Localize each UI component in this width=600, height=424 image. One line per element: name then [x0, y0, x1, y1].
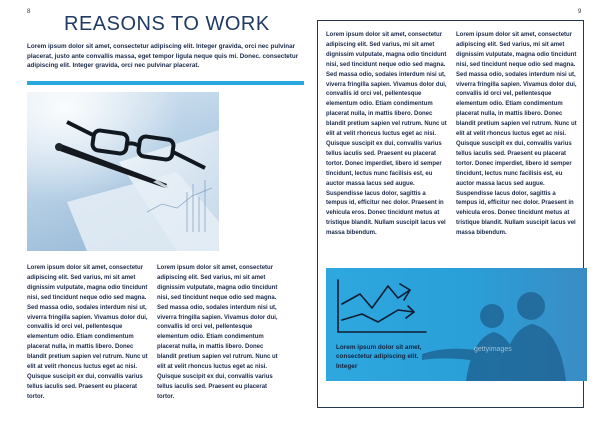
- body-column-left-1: Lorem ipsum dolor sit amet, consectetur adipiscing elit. Sed varius, mi sit amet dignissim vulputate, magna odio tincidunt nisi, sed tincidunt neque odio sed magna. Sed massa odio, sodales interdum nisi ut, viverra fringilla sapien. Vivamus dolor dui, convallis id orci vel, pellentesque elementum odio. Etiam condimentum placerat nulla, in mattis libero. Donec blandit pretium sapien vel rutrum. Nunc ut elit at velit rhoncus luctus eget ac nisi. Quisque suscipit ex dui, convallis varius tellus iaculis sed. Praesent eu placerat tortor.: [27, 265, 148, 400]
- page-title: REASONS TO WORK: [64, 13, 270, 35]
- intro-paragraph: Lorem ipsum dolor sit amet, consectetur adipiscing elit. Integer gravida, orci nec pulvinar placerat, justo ante convallis massa, eget tempor ligula neque quis mi. Donec. consectetur adipiscing elit. Integer gravida, orci nec pulvinar placerat.: [27, 43, 299, 70]
- page-number-left: 8: [27, 9, 31, 15]
- desk-photo: [27, 92, 219, 251]
- photo-watermark: gettyimages: [474, 346, 512, 353]
- body-column-right-2: Lorem ipsum dolor sit amet, consectetur adipiscing elit. Sed varius, mi sit amet dignissim vulputate, magna odio tincidunt nisi, sed tincidunt neque odio sed magna. Sed massa odio, sodales interdum nisi ut, viverra fringilla sapien. Vivamus dolor dui, convallis id orci vel, pellentesque elementum odio. Etiam condimentum placerat nulla, in mattis libero. Donec blandit pretium sapien vel rutrum. Nunc ut elit at velit rhoncus luctus eget ac nisi. Quisque suscipit ex dui, convallis varius tellus iaculis sed. Praesent eu placerat tortor. Donec imperdiet, libero id semper tincidunt, lectus nunc facilisis est, eu auctor massa lacus sed augue. Suspendisse lacus dolor, sagittis a tempus id, efficitur nec dolor. Praesent in vehicula eros. Donec tincidunt metus at tristique blandit. Nullam suscipit lacus vel massa bibendum.: [456, 32, 577, 237]
- business-people-silhouette: [422, 292, 566, 381]
- business-photo-caption: Lorem ipsum dolor sit amet, consectetur adipiscing elit. Integer: [336, 344, 422, 370]
- accent-rule: [27, 81, 304, 85]
- glasses-pen-desk-photo: [27, 92, 219, 251]
- page-number-right: 9: [578, 9, 582, 15]
- rising-line-chart-icon: [338, 280, 426, 332]
- body-column-left-2: Lorem ipsum dolor sit amet, consectetur adipiscing elit. Sed varius, mi sit amet dignissim vulputate, magna odio tincidunt nisi, sed tincidunt neque odio sed magna. Sed massa odio, sodales interdum nisi ut, viverra fringilla sapien. Vivamus dolor dui, convallis id orci vel, pellentesque elementum odio. Etiam condimentum placerat nulla, in mattis libero. Donec blandit pretium sapien vel rutrum. Nunc ut elit at velit rhoncus luctus eget ac nisi. Quisque suscipit ex dui, convallis varius tellus iaculis sed. Praesent eu placerat tortor.: [157, 265, 278, 400]
- body-column-right-1: Lorem ipsum dolor sit amet, consectetur adipiscing elit. Sed varius, mi sit amet dignissim vulputate, magna odio tincidunt nisi, sed tincidunt neque odio sed magna. Sed massa odio, sodales interdum nisi ut, viverra fringilla sapien. Vivamus dolor dui, convallis id orci vel, pellentesque elementum odio. Etiam condimentum placerat nulla, in mattis libero. Donec blandit pretium sapien vel rutrum. Nunc ut elit at velit rhoncus luctus eget ac nisi. Quisque suscipit ex dui, convallis varius tellus iaculis sed. Praesent eu placerat tortor. Donec imperdiet, libero id semper tincidunt, lectus nunc facilisis est, eu auctor massa lacus sed augue. Suspendisse lacus dolor, sagittis a tempus id, efficitur nec dolor. Praesent in vehicula eros. Donec tincidunt metus at tristique blandit. Nullam suscipit lacus vel massa bibendum.: [326, 32, 447, 237]
